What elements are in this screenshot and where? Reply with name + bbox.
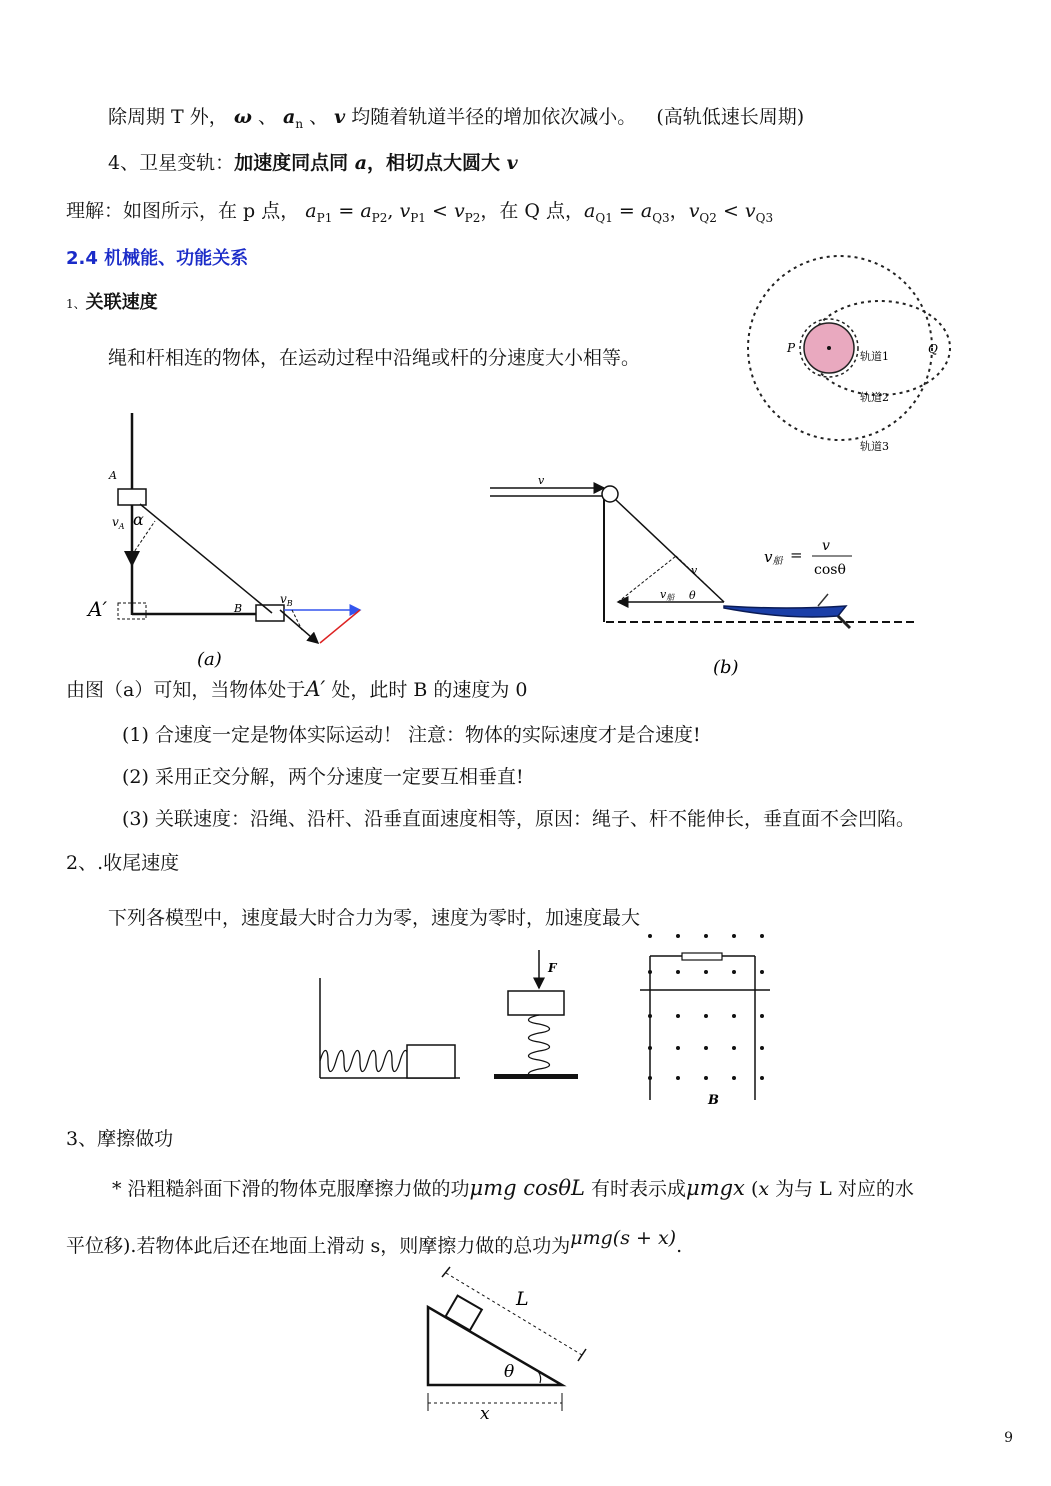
formula-den: cosθ (814, 562, 846, 578)
text: 理解：如图所示，在 p 点， (66, 200, 300, 222)
text-line-1 (108, 104, 804, 137)
math: , (387, 200, 400, 222)
math: x (758, 1178, 770, 1200)
text: 处，此时 B 的速度为 0 (325, 679, 528, 701)
math: v (688, 200, 700, 222)
bold-text: ，相切点大圆大 (367, 152, 507, 174)
label-alpha: α (133, 510, 144, 529)
math: μmgx (686, 1176, 745, 1200)
math: μmg(s + x) (570, 1227, 677, 1249)
heading-number: 1、 (66, 297, 86, 311)
text: . (676, 1235, 683, 1257)
math: a (305, 200, 317, 222)
math: v (399, 200, 411, 222)
math: a (640, 200, 653, 222)
sub: P1 (410, 210, 426, 225)
math: ， (669, 200, 689, 222)
incline-friction-figure (420, 1265, 620, 1425)
point-q-label: Q (928, 342, 938, 356)
text: * (112, 1178, 122, 1200)
text: ( (744, 1178, 759, 1200)
sub: P1 (316, 210, 333, 225)
caption-a: (a) (197, 649, 222, 670)
math: = (332, 200, 361, 222)
sub: Q1 (595, 210, 613, 225)
text: (高轨低速长周期) (656, 106, 805, 128)
text-line-3 (66, 198, 773, 231)
text: 、 (257, 106, 277, 128)
label-b: B (234, 602, 243, 615)
length-l-label: L (516, 1288, 529, 1310)
accel-symbol: a (283, 106, 296, 128)
list-item: (1) 合速度一定是物体实际运动！ 注意：物体的实际速度才是合速度! (122, 724, 701, 746)
caption-b: (b) (713, 657, 739, 678)
text: 由图（a）可知，当物体处于 (66, 679, 306, 701)
math: a (584, 200, 596, 222)
sub: P2 (371, 210, 388, 225)
list-item: (2) 采用正交分解，两个分速度一定要互相垂直! (122, 766, 524, 788)
math: < (425, 200, 454, 222)
label-va: $v_A$ (112, 515, 125, 531)
math: μmg cosθL (469, 1176, 585, 1200)
formula-lhs: v船 (764, 548, 783, 567)
boat-v-label: v船 (660, 588, 675, 602)
orbit-diagram (730, 252, 950, 462)
rope-v2-label: v (691, 564, 698, 577)
sub: Q3 (652, 210, 670, 225)
bold-text: v (506, 152, 518, 174)
subscript: n (295, 116, 304, 131)
text-line-2 (108, 150, 518, 176)
math: v (453, 200, 465, 222)
sub: P2 (464, 210, 481, 225)
text: 为与 L 对应的水 (769, 1178, 914, 1200)
orbit3-label: 轨道3 (860, 440, 889, 453)
subheading-terminal-velocity: 2、.收尾速度 (66, 852, 180, 874)
text: ，在 Q 点， (480, 200, 585, 222)
theta-label: θ (689, 589, 696, 602)
text: 有时表示成 (585, 1178, 687, 1200)
force-label: F (548, 961, 557, 975)
paragraph-rope-rod: 绳和杆相连的物体，在运动过程中沿绳或杆的分速度大小相等。 (108, 347, 641, 369)
text: 、 (309, 106, 329, 128)
subheading-friction-work: 3、摩擦做功 (66, 1128, 174, 1150)
formula-num: v (822, 538, 830, 554)
label-a: A (109, 469, 117, 482)
omega-symbol: ω (233, 106, 252, 128)
page-number: 9 (1004, 1430, 1013, 1446)
math: v (744, 200, 756, 222)
math: = (612, 200, 641, 222)
math: A′ (305, 677, 326, 701)
velocity-symbol: v (334, 106, 346, 128)
paragraph-from-figure-a (66, 676, 528, 703)
point-p-label: P (787, 341, 796, 355)
bold-text: 加速度同点同 (234, 152, 355, 174)
paragraph-friction-1 (112, 1175, 914, 1202)
text: 沿粗糙斜面下滑的物体克服摩擦力做的功 (121, 1178, 470, 1200)
orbit1-label: 轨道1 (860, 350, 889, 363)
text: 均随着轨道半径的增加依次减小。 (351, 106, 637, 128)
text: 4、卫星变轨： (108, 152, 235, 174)
math: < (716, 200, 745, 222)
subheading-associated-velocity (66, 289, 158, 317)
rope-v-label: v (538, 474, 545, 487)
figure-b-boat-rope (488, 470, 928, 680)
text: 除周期 T 外， (108, 106, 228, 128)
bold-text: a (354, 152, 368, 174)
sub: Q2 (699, 210, 717, 225)
orbit2-label: 轨道2 (860, 391, 889, 404)
list-item: (3) 关联速度：沿绳、沿杆、沿垂直面速度相等，原因：绳子、杆不能伸长，垂直面不会凹陷。 (122, 808, 915, 830)
heading-title: 关联速度 (85, 292, 158, 313)
section-heading: 2.4 机械能、功能关系 (66, 248, 249, 269)
sub: Q3 (755, 210, 774, 225)
formula-eq: = (790, 546, 803, 564)
label-vb: $v_B$ (280, 592, 293, 608)
terminal-velocity-models (310, 928, 780, 1108)
x-label: x (480, 1404, 490, 1424)
label-a-prime: A′ (88, 597, 107, 621)
field-b-label: B (708, 1093, 719, 1108)
math: a (360, 200, 372, 222)
paragraph-models: 下列各模型中，速度最大时合力为零，速度为零时，加速度最大 (108, 907, 641, 929)
theta-label: θ (504, 1362, 515, 1382)
paragraph-friction-2 (66, 1227, 683, 1259)
figure-a-rod-blocks (80, 405, 380, 675)
text: 平位移).若物体此后还在地面上滑动 s，则摩擦力做的总功为 (66, 1235, 571, 1257)
